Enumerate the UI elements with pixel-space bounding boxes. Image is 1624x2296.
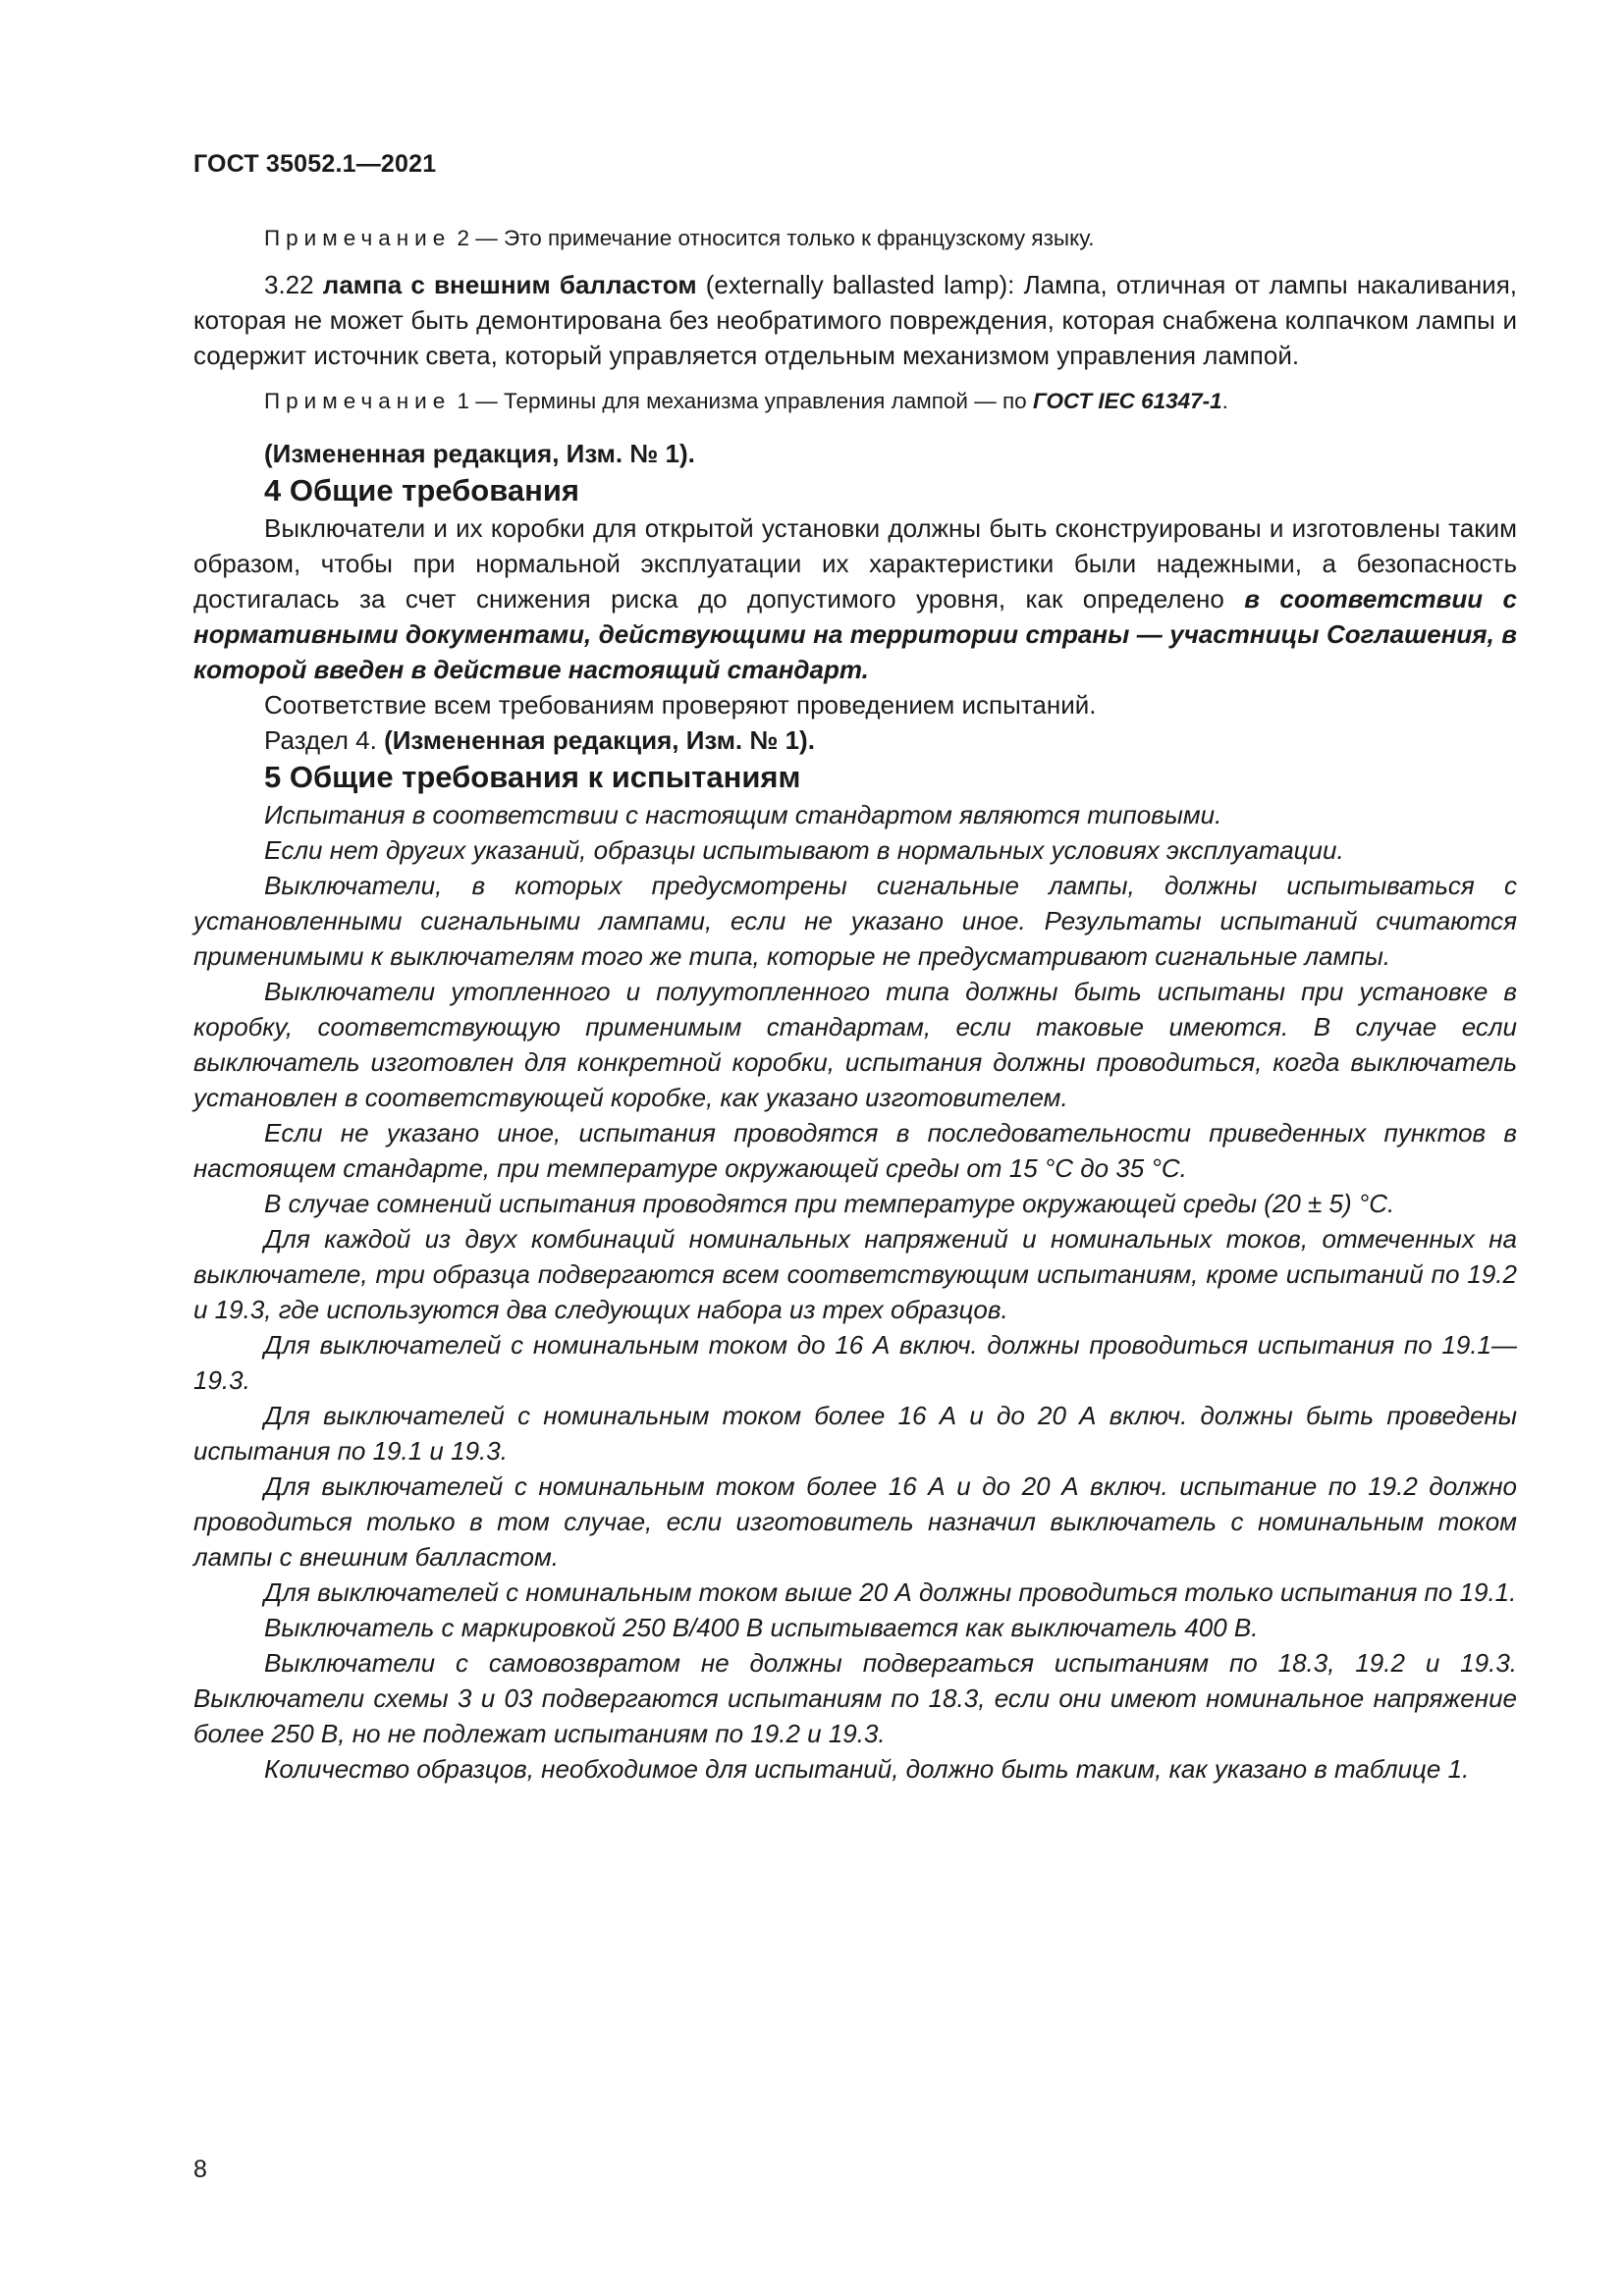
section-5-paragraph: Для выключателей с номинальным током более 16 А и до 20 А включ. должны быть проведены испытания по 19.1 и 19.3. xyxy=(193,1401,1517,1466)
section-5-paragraph: Выключатели утопленного и полуутопленного типа должны быть испытаны при установке в коробку, соответствующую применимым стандартам, если таковые имеются. В случае если выключатель изготовлен для конкретной коробки, испытания должны проводиться, когда выключатель установлен в соответствующей коробке, как указано изготовителем. xyxy=(193,977,1517,1112)
section-5-title: 5 Общие требования к испытаниям xyxy=(264,760,801,794)
section-5-paragraph: Если не указано иное, испытания проводятся в последовательности приведенных пунктов в настоящем стандарте, при температуре окружающей среды от 15 °С до 35 °С. xyxy=(193,1118,1517,1183)
note-end: . xyxy=(1221,389,1228,413)
section-5-paragraph: В случае сомнений испытания проводятся при температуре окружающей среды (20 ± 5) °С. xyxy=(264,1189,1395,1218)
clause-number: 3.22 xyxy=(264,270,323,299)
section-5-paragraph: Для выключателей с номинальным током более 16 А и до 20 А включ. испытание по 19.2 должно проводиться только в том случае, если изготовитель назначил выключатель с номинальным током лампы с внешним балластом. xyxy=(193,1471,1517,1572)
definition-text: (externally ballasted lamp): Лампа, отличная от лампы накаливания, которая не может быть демонтирована без необратимого повреждения, которая снабжена колпачком лампы и содержит источник света, который управляется отдельным механизмом управления лампой. xyxy=(193,270,1517,370)
page-content xyxy=(193,222,1517,1787)
section-5-paragraph: Если нет других указаний, образцы испытывают в нормальных условиях эксплуатации. xyxy=(264,835,1344,865)
section-5-body xyxy=(193,797,1517,1787)
note-label: Примечание xyxy=(264,226,452,250)
section-5-paragraph: Для выключателей с номинальным током до 16 А включ. должны проводиться испытания по 19.1—19.3. xyxy=(193,1330,1517,1395)
note-text: 1 — Термины для механизма управления лампой — по xyxy=(451,389,1033,413)
section-5-paragraph: Для выключателей с номинальным током выше 20 А должны проводиться только испытания по 19.1. xyxy=(264,1577,1517,1607)
document-header: ГОСТ 35052.1—2021 xyxy=(193,150,437,178)
section-4-title: 4 Общие требования xyxy=(264,473,579,507)
paragraph-emphasis: в соответствии с нормативными документами, действующими на территории страны — участницы Соглашения, в которой введен в действие настоящий стандарт. xyxy=(193,584,1517,684)
paragraph-prefix: Раздел 4. xyxy=(264,725,385,755)
section-4-paragraph-1 xyxy=(193,510,1517,687)
section-5-paragraph: Выключатель с маркировкой 250 В/400 В испытывается как выключатель 400 В. xyxy=(264,1613,1259,1642)
section-5-paragraph: Выключатели, в которых предусмотрены сигнальные лампы, должны испытываться с установленными сигнальными лампами, если не указано иное. Результаты испытаний считаются применимыми к выключателям того же типа, которые не предусматривают сигнальные лампы. xyxy=(193,871,1517,971)
section-5-paragraph: Выключатели с самовозвратом не должны подвергаться испытаниям по 18.3, 19.2 и 19.3. Выключатели схемы 3 и 03 подвергаются испытаниям по 18.3, если они имеют номинальное напряжение более 250 В, но не подлежат испытаниям по 19.2 и 19.3. xyxy=(193,1648,1517,1748)
definition-3-22 xyxy=(193,267,1517,373)
note-2 xyxy=(193,222,1517,255)
page-number: 8 xyxy=(193,2156,207,2183)
standard-reference: ГОСТ IEC 61347-1 xyxy=(1032,389,1222,413)
amendment-note: (Измененная редакция, Изм. № 1). xyxy=(384,725,815,755)
term-name: лампа с внешним балластом xyxy=(322,270,697,299)
section-5-paragraph: Количество образцов, необходимое для испытаний, должно быть таким, как указано в таблице 1. xyxy=(264,1754,1470,1784)
section-4-paragraph-2: Соответствие всем требованиям проверяют проведением испытаний. xyxy=(264,690,1097,720)
note-text: 2 — Это примечание относится только к французскому языку. xyxy=(451,226,1095,250)
section-5-paragraph: Для каждой из двух комбинаций номинальных напряжений и номинальных токов, отмеченных на выключателе, три образца подвергаются всем соответствующим испытаниям, кроме испытаний по 19.2 и 19.3, где используются два следующих набора из трех образцов. xyxy=(193,1224,1517,1324)
note-label: Примечание xyxy=(264,389,452,413)
amendment-note: (Измененная редакция, Изм. № 1). xyxy=(264,439,695,468)
section-4-paragraph-3 xyxy=(193,722,1517,758)
paragraph-text: Выключатели и их коробки для открытой установки должны быть сконструированы и изготовлены таким образом, чтобы при нормальной эксплуатации их характеристики были надежными, а безопасность достигалась за счет снижения риска до допустимого уровня, как определено xyxy=(193,513,1517,614)
section-5-paragraph: Испытания в соответствии с настоящим стандартом являются типовыми. xyxy=(264,800,1222,829)
note-1 xyxy=(193,385,1517,418)
